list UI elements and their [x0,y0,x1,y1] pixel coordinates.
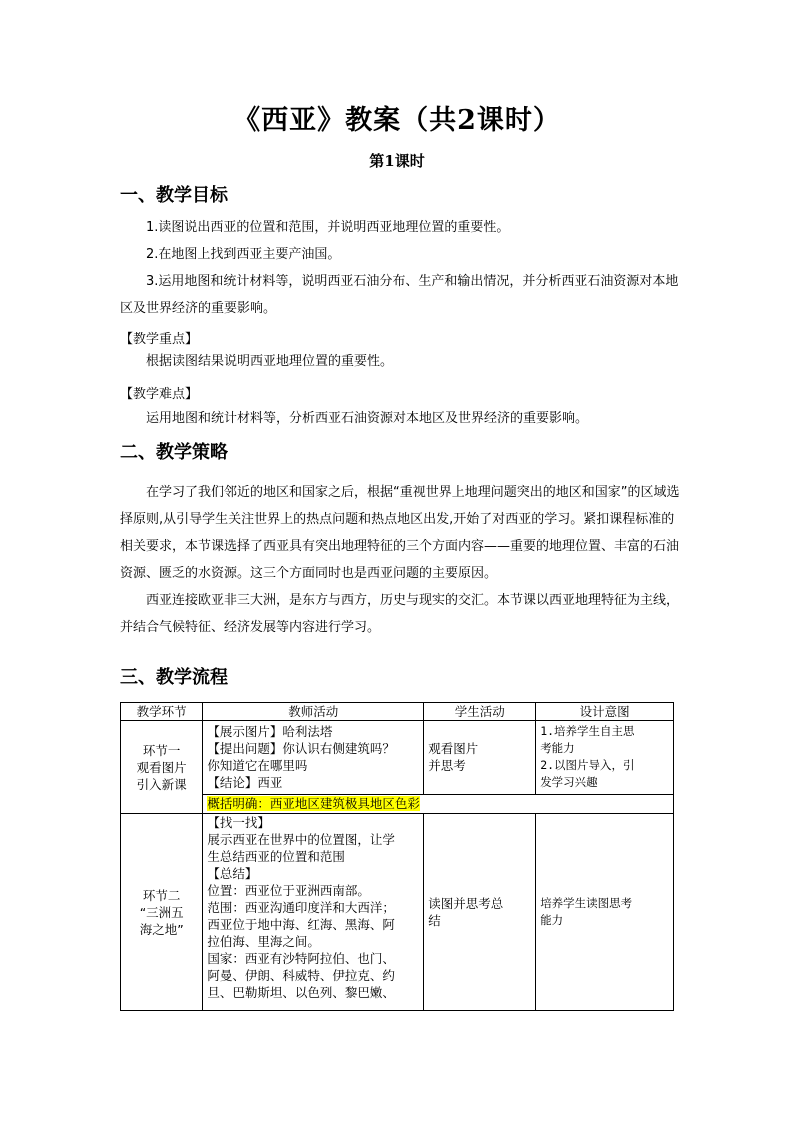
teacher-2-line: 范围：西亚沟通印度洋和大西洋； [207,900,395,915]
teacher-2-line: 西亚位于地中海、红海、黑海、阿 [207,917,395,932]
intent-cell-2 [536,814,674,1011]
stage-1-line: 观看图片 [136,759,187,775]
intent-1-line: 发学习兴趣 [540,775,598,790]
teacher-cell-2 [203,814,424,1011]
header-teacher: 教师活动 [203,703,424,721]
teacher-2-line: 展示西亚在世界中的位置图，让学 [207,832,395,847]
stage-2-line: 海之地” [139,921,184,937]
teacher-2-line: 【总结】 [207,866,258,881]
teaching-process-table [120,702,674,1011]
teacher-1-line: 【结论】西亚 [207,775,283,791]
teacher-2-line: 拉伯海、里海之间。 [207,934,320,949]
stage-2-line: 环节二 [142,887,181,903]
table-row [121,721,674,795]
header-intent: 设计意图 [536,703,674,721]
teacher-1-line: 【提出问题】你认识右侧建筑吗？ [207,741,395,757]
section-heading-process: 三、教学流程 [120,667,228,688]
stage-1-line: 引入新课 [136,776,187,792]
table-header-row [121,703,674,721]
intent-cell-1 [536,721,674,795]
intent-1-line: 2.以图片导入，引 [540,758,635,773]
table-row [121,814,674,1011]
goal-item-1: 1.读图说出西亚的位置和范围，并说明西亚地理位置的重要性。 [146,220,510,235]
student-1-line: 观看图片 [428,741,479,757]
header-stage: 教学环节 [121,703,203,721]
lesson-subtitle: 第1课时 [369,152,425,170]
stage-2-line: “三洲五 [139,904,184,920]
teacher-2-line: 【找一找】 [207,815,270,830]
stage-1-line: 环节一 [142,742,181,758]
stage-cell-1 [121,721,203,814]
student-1-line: 并思考 [428,758,466,774]
teacher-2-line: 位置：西亚位于亚洲西南部。 [207,883,370,898]
header-student: 学生活动 [424,703,536,721]
teacher-2-line: 旦、巴勒斯坦、以色列、黎巴嫩、 [207,985,395,1000]
difficult-point-label: 【教学难点】 [120,387,199,402]
teacher-2-line: 阿曼、伊朗、科威特、伊拉克、约 [207,968,395,983]
summary-highlight: 概括明确：西亚地区建筑极具地区色彩 [207,796,420,812]
intent-2-line: 能力 [540,913,564,927]
intent-1-line: 1.培养学生自主思 [540,724,635,739]
document-title: 《西亚》教案（共2课时） [233,105,561,136]
student-cell-1 [424,721,536,795]
section-heading-goals: 一、教学目标 [120,185,228,206]
student-2-line: 读图并思考总 [428,896,504,911]
table-row [121,794,674,813]
key-point-label: 【教学重点】 [120,332,199,347]
teacher-cell-1 [203,721,424,795]
teacher-2-line: 国家：西亚有沙特阿拉伯、也门、 [207,951,395,966]
student-cell-2 [424,814,536,1011]
strategy-paragraph-2: 西亚连接欧亚非三大洲，是东方与西方，历史与现实的交汇。本节课以西亚地理特征为主线，并结合气候特征、经济发展等内容进行学习。 [120,593,680,635]
section-heading-strategy: 二、教学策略 [120,442,228,463]
summary-cell [203,794,674,813]
teacher-1-line: 你知道它在哪里吗 [207,758,308,774]
goal-item-3: 3.运用地图和统计材料等，说明西亚石油分布、生产和输出情况，并分析西亚石油资源对本地区及世界经济的重要影响。 [120,274,679,316]
student-2-line: 结 [428,913,441,928]
goal-item-2: 2.在地图上找到西亚主要产油国。 [146,247,341,262]
teacher-2-line: 生总结西亚的位置和范围 [207,849,345,864]
intent-1-line: 考能力 [540,741,575,756]
difficult-point-text: 运用地图和统计材料等，分析西亚石油资源对本地区及世界经济的重要影响。 [146,411,589,426]
intent-2-line: 培养学生读图思考 [540,896,633,910]
key-point-text: 根据读图结果说明西亚地理位置的重要性。 [146,354,394,369]
strategy-paragraph-1: 在学习了我们邻近的地区和国家之后，根据“重视世界上地理问题突出的地区和国家”的区域选择原则,从引导学生关注世界上的热点问题和热点地区出发,开始了对西亚的学习。紧扣课程标准的相关要求，本节课选择了西亚具有突出地理特征的三个方面内容——重要的地理位置、丰富的石油资源、匮乏的水资源。这三个方面同时也是西亚问题的主要原因。 [120,485,680,581]
stage-cell-2 [121,814,203,1011]
teacher-1-line: 【展示图片】哈利法塔 [207,724,333,740]
